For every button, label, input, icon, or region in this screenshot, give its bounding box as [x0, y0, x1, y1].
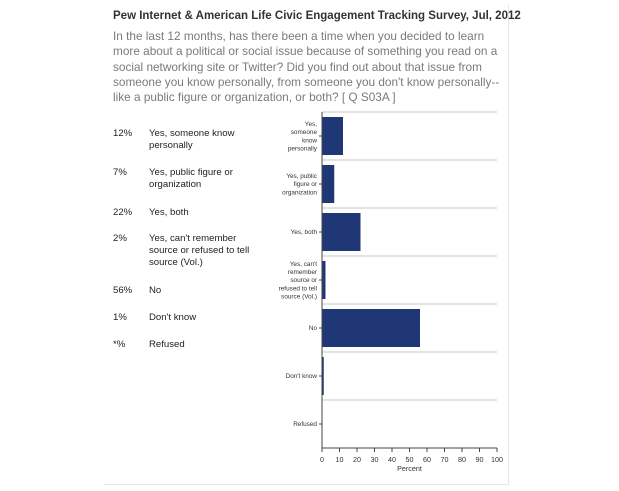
x-axis-title: Percent [397, 464, 422, 473]
x-tick-label: 100 [491, 455, 503, 464]
x-tick-label: 0 [320, 455, 324, 464]
category-label: Refused [293, 421, 317, 429]
category-label: Yes, public [286, 173, 317, 180]
x-tick-label: 90 [475, 455, 484, 464]
bar [322, 165, 334, 203]
category-label: someone [290, 129, 317, 137]
response-percent: 1% [113, 312, 127, 323]
x-tick-label: 10 [335, 455, 344, 464]
x-tick-label: 70 [440, 455, 449, 464]
response-label: Refused [149, 339, 185, 350]
bar [322, 261, 326, 299]
survey-title: Pew Internet & American Life Civic Engagement Tracking Survey, Jul, 2012 [113, 10, 521, 22]
response-percent: 7% [113, 167, 127, 178]
x-tick-label: 40 [388, 455, 396, 464]
category-label: Don't know [285, 373, 317, 381]
x-tick-label: 80 [458, 455, 466, 464]
x-tick-label: 20 [353, 455, 361, 464]
x-tick-label: 50 [405, 455, 414, 464]
survey-question: In the last 12 months, has there been a time when you decided to learn more about a political or social issue because of something you read on a social networking site or Twitter? Did you find out about that issue from someone you know personally, from someone you don't know personally--like a public figure or organization, or both? [ Q S03A ] [113, 29, 500, 105]
response-percent: *% [113, 339, 126, 350]
bar [322, 117, 343, 155]
response-label: Yes, public figure or organization [149, 167, 233, 190]
response-percent: 2% [113, 233, 127, 244]
category-label: Yes, both [290, 229, 317, 237]
bar [322, 213, 361, 251]
category-label: Yes, can't [289, 260, 317, 268]
response-percent: 12% [113, 128, 133, 139]
bar [322, 309, 420, 347]
category-label: know [302, 137, 317, 145]
x-tick-label: 30 [370, 455, 379, 464]
category-label: refused to tell [278, 285, 317, 293]
response-label: Don't know [149, 312, 197, 323]
response-label: Yes, both [149, 207, 189, 218]
category-label: Yes, [304, 120, 317, 128]
response-percent: 56% [113, 285, 133, 296]
category-label: source or [290, 277, 317, 285]
response-label: Yes, someone know personally [149, 128, 235, 151]
x-tick-label: 60 [423, 455, 431, 464]
category-label: organization [282, 189, 317, 197]
category-label: No [308, 325, 317, 333]
category-label: figure or [293, 181, 317, 189]
response-label: No [149, 285, 162, 296]
category-label: personally [287, 145, 317, 153]
category-label: remember [287, 269, 317, 276]
response-label: Yes, can't remember source or refused to tell source (Vol.) [149, 233, 250, 268]
category-label: source (Vol.) [281, 293, 317, 301]
response-percent: 22% [113, 207, 133, 218]
